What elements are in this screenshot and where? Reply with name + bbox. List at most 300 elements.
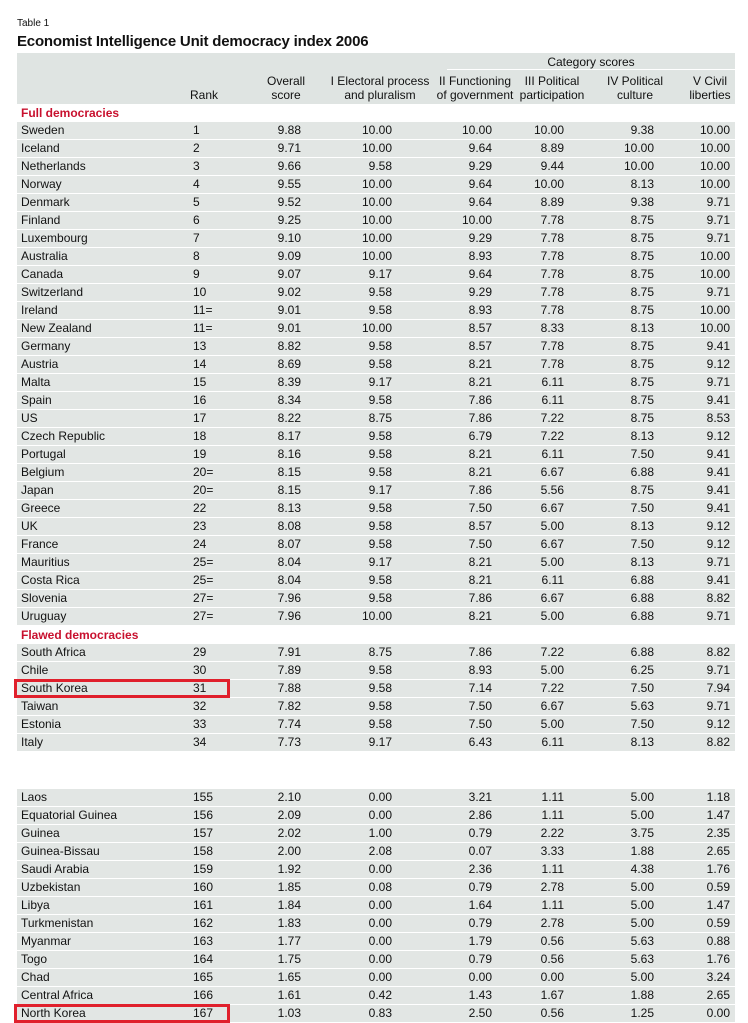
- overall-score: 8.08: [277, 519, 301, 533]
- country-name: Netherlands: [21, 159, 86, 173]
- civil-liberties-score: 9.71: [706, 231, 730, 245]
- table-row: [17, 482, 735, 500]
- header-overall: Overall score: [266, 74, 305, 102]
- civil-liberties-score: 9.12: [706, 717, 730, 731]
- participation-score: 8.89: [540, 195, 564, 209]
- civil-liberties-score: 9.41: [706, 573, 730, 587]
- country-name: Austria: [21, 357, 59, 371]
- civil-liberties-score: 8.82: [706, 591, 730, 605]
- functioning-score: 8.57: [468, 519, 492, 533]
- participation-score: 7.22: [540, 681, 564, 695]
- overall-score: 8.04: [277, 555, 301, 569]
- rank-value: 27=: [193, 591, 214, 605]
- table-row: [17, 392, 735, 410]
- functioning-score: 2.86: [468, 808, 492, 822]
- functioning-score: 9.29: [468, 285, 492, 299]
- culture-score: 6.88: [630, 609, 654, 623]
- electoral-score: 9.58: [368, 699, 392, 713]
- country-name: Uruguay: [21, 609, 67, 623]
- overall-score: 7.88: [277, 681, 301, 695]
- country-name: New Zealand: [21, 321, 92, 335]
- culture-score: 5.63: [630, 952, 654, 966]
- participation-score: 6.11: [541, 573, 564, 587]
- participation-score: 0.56: [540, 934, 564, 948]
- culture-score: 8.13: [630, 519, 654, 533]
- rank-value: 11=: [193, 321, 213, 335]
- country-name: Uzbekistan: [21, 880, 81, 894]
- table-row: [17, 590, 735, 608]
- functioning-score: 0.07: [468, 844, 492, 858]
- country-name: Costa Rica: [21, 573, 80, 587]
- table-row: [17, 518, 735, 536]
- civil-liberties-score: 8.82: [706, 735, 730, 749]
- civil-liberties-score: 9.41: [706, 501, 730, 515]
- functioning-score: 10.00: [461, 123, 492, 137]
- civil-liberties-score: 1.76: [706, 952, 730, 966]
- overall-score: 7.82: [277, 699, 301, 713]
- electoral-score: 9.58: [368, 393, 392, 407]
- civil-liberties-score: 10.00: [699, 303, 730, 317]
- table-row: [17, 284, 735, 302]
- culture-score: 8.75: [630, 339, 654, 353]
- civil-liberties-score: 10.00: [699, 177, 730, 191]
- table-row: [17, 879, 735, 897]
- participation-score: 7.78: [540, 267, 564, 281]
- rank-value: 160: [193, 880, 214, 894]
- country-name: Canada: [21, 267, 64, 281]
- civil-liberties-score: 9.71: [706, 699, 730, 713]
- rank-value: 33: [193, 717, 207, 731]
- electoral-score: 0.00: [368, 934, 392, 948]
- culture-score: 8.75: [630, 285, 654, 299]
- functioning-score: 7.86: [468, 483, 492, 497]
- country-name: US: [21, 411, 38, 425]
- overall-score: 2.02: [277, 826, 301, 840]
- table-caption: Table 1: [17, 18, 50, 29]
- functioning-score: 1.79: [468, 934, 492, 948]
- country-name: Greece: [21, 501, 61, 515]
- civil-liberties-score: 10.00: [699, 267, 730, 281]
- overall-score: 8.22: [277, 411, 301, 425]
- electoral-score: 9.58: [368, 519, 392, 533]
- functioning-score: 8.21: [468, 375, 492, 389]
- electoral-score: 9.58: [368, 663, 392, 677]
- electoral-score: 9.58: [368, 339, 392, 353]
- participation-score: 6.11: [541, 375, 564, 389]
- overall-score: 9.88: [277, 123, 301, 137]
- rank-value: 9: [193, 267, 200, 281]
- section-label: Full democracies: [21, 106, 120, 120]
- country-name: Spain: [21, 393, 52, 407]
- electoral-score: 0.42: [368, 988, 392, 1002]
- participation-score: 10.00: [533, 123, 564, 137]
- rank-value: 157: [193, 826, 214, 840]
- participation-score: 5.00: [540, 663, 564, 677]
- electoral-score: 9.17: [368, 483, 392, 497]
- functioning-score: 8.21: [468, 609, 492, 623]
- civil-liberties-score: 1.47: [706, 898, 730, 912]
- overall-score: 1.85: [277, 880, 301, 894]
- culture-score: 8.75: [630, 375, 654, 389]
- civil-liberties-score: 3.24: [706, 970, 730, 984]
- participation-score: 7.78: [540, 249, 564, 263]
- country-name: Portugal: [21, 447, 66, 461]
- culture-score: 8.13: [630, 177, 654, 191]
- section-label: Flawed democracies: [21, 628, 139, 642]
- country-name: Mauritius: [21, 555, 70, 569]
- overall-score: 1.92: [277, 862, 301, 876]
- participation-score: 8.89: [540, 141, 564, 155]
- overall-score: 9.52: [277, 195, 301, 209]
- participation-score: 7.78: [540, 213, 564, 227]
- rank-value: 27=: [193, 609, 214, 623]
- electoral-score: 9.58: [368, 285, 392, 299]
- overall-score: 1.61: [277, 988, 301, 1002]
- civil-liberties-score: 1.76: [706, 862, 730, 876]
- country-name: Chile: [21, 663, 49, 677]
- culture-score: 6.88: [630, 645, 654, 659]
- overall-score: 8.82: [277, 339, 301, 353]
- overall-score: 1.65: [277, 970, 301, 984]
- overall-score: 7.96: [277, 609, 301, 623]
- participation-score: 6.67: [540, 591, 564, 605]
- electoral-score: 10.00: [361, 249, 392, 263]
- country-name: Chad: [21, 970, 50, 984]
- functioning-score: 8.21: [468, 573, 492, 587]
- participation-score: 7.78: [540, 231, 564, 245]
- table-row: [17, 158, 735, 176]
- table-row: [17, 446, 735, 464]
- functioning-score: 7.86: [468, 411, 492, 425]
- functioning-score: 8.57: [468, 339, 492, 353]
- electoral-score: 9.58: [368, 591, 392, 605]
- rank-value: 20=: [193, 465, 214, 479]
- rank-value: 8: [193, 249, 200, 263]
- participation-score: 2.78: [540, 880, 564, 894]
- culture-score: 8.75: [630, 303, 654, 317]
- functioning-score: 0.79: [468, 952, 492, 966]
- country-name: Laos: [21, 790, 48, 804]
- overall-score: 7.74: [277, 717, 301, 731]
- culture-score: 7.50: [630, 447, 654, 461]
- rank-value: 20=: [193, 483, 214, 497]
- participation-score: 1.11: [541, 898, 564, 912]
- rank-value: 16: [193, 393, 207, 407]
- country-name: Italy: [21, 735, 44, 749]
- culture-score: 10.00: [623, 159, 654, 173]
- culture-score: 6.88: [630, 591, 654, 605]
- civil-liberties-score: 9.71: [706, 213, 730, 227]
- header-electoral: I Electoral process and pluralism: [330, 74, 430, 102]
- country-name: Czech Republic: [21, 429, 106, 443]
- table-row: [17, 572, 735, 590]
- functioning-score: 8.93: [468, 249, 492, 263]
- highlight-box: [14, 679, 230, 698]
- civil-liberties-score: 2.65: [706, 844, 730, 858]
- electoral-score: 0.00: [368, 790, 392, 804]
- participation-score: 7.22: [540, 645, 564, 659]
- table-row: [17, 933, 735, 951]
- functioning-score: 7.14: [468, 681, 492, 695]
- civil-liberties-score: 9.41: [706, 447, 730, 461]
- table-row: [17, 338, 735, 356]
- electoral-score: 10.00: [361, 177, 392, 191]
- functioning-score: 7.50: [468, 537, 492, 551]
- electoral-score: 9.58: [368, 573, 392, 587]
- overall-score: 2.00: [277, 844, 301, 858]
- culture-score: 6.88: [630, 465, 654, 479]
- functioning-score: 7.86: [468, 591, 492, 605]
- culture-score: 10.00: [623, 141, 654, 155]
- electoral-score: 9.58: [368, 429, 392, 443]
- table-header: [17, 53, 735, 104]
- functioning-score: 3.21: [468, 790, 492, 804]
- functioning-score: 10.00: [461, 213, 492, 227]
- civil-liberties-score: 9.12: [706, 519, 730, 533]
- table-row: [17, 140, 735, 158]
- overall-score: 7.73: [277, 735, 301, 749]
- rank-value: 2: [193, 141, 200, 155]
- functioning-score: 7.86: [468, 645, 492, 659]
- rank-value: 13: [193, 339, 207, 353]
- rank-value: 156: [193, 808, 214, 822]
- civil-liberties-score: 9.12: [706, 429, 730, 443]
- culture-score: 8.75: [630, 213, 654, 227]
- rank-value: 162: [193, 916, 214, 930]
- participation-score: 2.22: [540, 826, 564, 840]
- culture-score: 8.75: [630, 393, 654, 407]
- participation-score: 6.67: [540, 699, 564, 713]
- table-row: [17, 915, 735, 933]
- rank-value: 161: [193, 898, 214, 912]
- functioning-score: 2.36: [468, 862, 492, 876]
- country-name: Guinea-Bissau: [21, 844, 100, 858]
- participation-score: 0.56: [540, 952, 564, 966]
- rank-value: 7: [193, 231, 200, 245]
- participation-score: 6.67: [540, 465, 564, 479]
- culture-score: 7.50: [630, 681, 654, 695]
- civil-liberties-score: 0.59: [706, 880, 730, 894]
- functioning-score: 9.64: [468, 177, 492, 191]
- participation-score: 7.78: [540, 285, 564, 299]
- rank-value: 10: [193, 285, 207, 299]
- overall-score: 1.03: [277, 1006, 301, 1020]
- electoral-score: 8.75: [368, 645, 392, 659]
- table-row: [17, 230, 735, 248]
- civil-liberties-score: 9.41: [706, 483, 730, 497]
- culture-score: 6.25: [630, 663, 654, 677]
- overall-score: 1.77: [277, 934, 301, 948]
- electoral-score: 0.00: [368, 952, 392, 966]
- participation-score: 7.78: [540, 303, 564, 317]
- culture-score: 8.13: [630, 735, 654, 749]
- country-name: Sweden: [21, 123, 65, 137]
- country-name: Switzerland: [21, 285, 84, 299]
- civil-liberties-score: 9.71: [706, 663, 730, 677]
- electoral-score: 0.00: [368, 916, 392, 930]
- electoral-score: 9.58: [368, 717, 392, 731]
- header-rank: Rank: [189, 88, 218, 102]
- civil-liberties-score: 9.12: [706, 537, 730, 551]
- culture-score: 5.63: [630, 699, 654, 713]
- country-name: Malta: [21, 375, 51, 389]
- electoral-score: 9.58: [368, 159, 392, 173]
- participation-score: 8.33: [540, 321, 564, 335]
- table-row: [17, 825, 735, 843]
- table-row: [17, 662, 735, 680]
- overall-score: 7.96: [277, 591, 301, 605]
- participation-score: 1.67: [540, 988, 564, 1002]
- participation-score: 5.00: [540, 555, 564, 569]
- functioning-score: 8.93: [468, 663, 492, 677]
- table-row: [17, 716, 735, 734]
- culture-score: 9.38: [630, 195, 654, 209]
- overall-score: 1.83: [277, 916, 301, 930]
- participation-score: 6.11: [541, 447, 564, 461]
- culture-score: 8.13: [630, 321, 654, 335]
- table-row: [17, 410, 735, 428]
- rank-value: 1: [193, 123, 200, 137]
- table-row: [17, 987, 735, 1005]
- functioning-score: 7.50: [468, 717, 492, 731]
- electoral-score: 10.00: [361, 231, 392, 245]
- civil-liberties-score: 0.59: [706, 916, 730, 930]
- civil-liberties-score: 8.53: [706, 411, 730, 425]
- participation-score: 5.00: [540, 519, 564, 533]
- culture-score: 8.75: [630, 231, 654, 245]
- culture-score: 7.50: [630, 717, 654, 731]
- table-row: [17, 608, 735, 626]
- rank-value: 29: [193, 645, 207, 659]
- rank-value: 25=: [193, 573, 214, 587]
- functioning-score: 9.64: [468, 195, 492, 209]
- culture-score: 3.75: [630, 826, 654, 840]
- overall-score: 9.02: [277, 285, 301, 299]
- country-name: Germany: [21, 339, 71, 353]
- electoral-score: 10.00: [361, 609, 392, 623]
- civil-liberties-score: 1.47: [706, 808, 730, 822]
- participation-score: 6.67: [540, 501, 564, 515]
- rank-value: 15: [193, 375, 207, 389]
- country-name: Iceland: [21, 141, 60, 155]
- participation-score: 5.00: [540, 717, 564, 731]
- functioning-score: 1.43: [468, 988, 492, 1002]
- electoral-score: 9.58: [368, 303, 392, 317]
- electoral-score: 0.00: [368, 808, 392, 822]
- participation-score: 3.33: [540, 844, 564, 858]
- culture-score: 7.50: [630, 537, 654, 551]
- table-row: [17, 951, 735, 969]
- functioning-score: 8.21: [468, 357, 492, 371]
- electoral-score: 8.75: [368, 411, 392, 425]
- overall-score: 8.07: [277, 537, 301, 551]
- table-row: [17, 248, 735, 266]
- civil-liberties-score: 10.00: [699, 141, 730, 155]
- participation-score: 7.78: [540, 339, 564, 353]
- functioning-score: 0.79: [468, 826, 492, 840]
- civil-liberties-score: 9.12: [706, 357, 730, 371]
- country-name: Slovenia: [21, 591, 68, 605]
- country-name: Finland: [21, 213, 61, 227]
- overall-score: 8.34: [277, 393, 301, 407]
- rank-value: 3: [193, 159, 200, 173]
- functioning-score: 7.50: [468, 501, 492, 515]
- country-name: Libya: [21, 898, 50, 912]
- electoral-score: 0.83: [368, 1006, 392, 1020]
- functioning-score: 9.64: [468, 267, 492, 281]
- header-participation: III Political participation: [519, 74, 585, 102]
- table-row: [17, 500, 735, 518]
- rank-value: 24: [193, 537, 207, 551]
- functioning-score: 9.64: [468, 141, 492, 155]
- rank-value: 158: [193, 844, 214, 858]
- participation-score: 1.11: [541, 808, 564, 822]
- electoral-score: 0.00: [368, 970, 392, 984]
- rank-value: 30: [193, 663, 207, 677]
- overall-score: 1.84: [277, 898, 301, 912]
- header-civil: V Civil liberties: [689, 74, 731, 102]
- category-scores-label: Category scores: [547, 55, 635, 69]
- rank-value: 164: [193, 952, 214, 966]
- culture-score: 8.75: [630, 411, 654, 425]
- overall-score: 1.75: [277, 952, 301, 966]
- highlight-box: [14, 1004, 230, 1023]
- country-name: Norway: [21, 177, 62, 191]
- civil-liberties-score: 10.00: [699, 159, 730, 173]
- table-title: Economist Intelligence Unit democracy index 2006: [17, 33, 369, 50]
- rank-value: 22: [193, 501, 207, 515]
- civil-liberties-score: 9.41: [706, 339, 730, 353]
- civil-liberties-score: 8.82: [706, 645, 730, 659]
- functioning-score: 8.21: [468, 447, 492, 461]
- table-row: [17, 897, 735, 915]
- overall-score: 9.01: [277, 321, 301, 335]
- country-name: Togo: [21, 952, 48, 966]
- table-row: [17, 266, 735, 284]
- table-body: [17, 104, 735, 1023]
- functioning-score: 6.79: [468, 429, 492, 443]
- participation-score: 7.22: [540, 411, 564, 425]
- culture-score: 5.00: [630, 808, 654, 822]
- overall-score: 9.07: [277, 267, 301, 281]
- functioning-score: 7.50: [468, 699, 492, 713]
- culture-score: 4.38: [630, 862, 654, 876]
- culture-score: 5.00: [630, 970, 654, 984]
- country-name: Central Africa: [21, 988, 94, 1002]
- overall-score: 2.10: [277, 790, 301, 804]
- participation-score: 6.11: [541, 735, 564, 749]
- rank-value: 5: [193, 195, 200, 209]
- country-name: Estonia: [21, 717, 62, 731]
- rank-value: 34: [193, 735, 207, 749]
- culture-score: 1.88: [630, 844, 654, 858]
- header-culture: IV Political culture: [606, 74, 664, 102]
- electoral-score: 9.58: [368, 681, 392, 695]
- culture-score: 8.13: [630, 555, 654, 569]
- electoral-score: 0.00: [368, 862, 392, 876]
- civil-liberties-score: 10.00: [699, 249, 730, 263]
- functioning-score: 9.29: [468, 159, 492, 173]
- participation-score: 0.56: [540, 1006, 564, 1020]
- civil-liberties-score: 0.88: [706, 934, 730, 948]
- rank-value: 4: [193, 177, 200, 191]
- overall-score: 7.89: [277, 663, 301, 677]
- rank-value: 14: [193, 357, 207, 371]
- overall-score: 8.15: [277, 483, 301, 497]
- rank-value: 155: [193, 790, 214, 804]
- democracy-index-table: [17, 53, 735, 1023]
- electoral-score: 0.08: [368, 880, 392, 894]
